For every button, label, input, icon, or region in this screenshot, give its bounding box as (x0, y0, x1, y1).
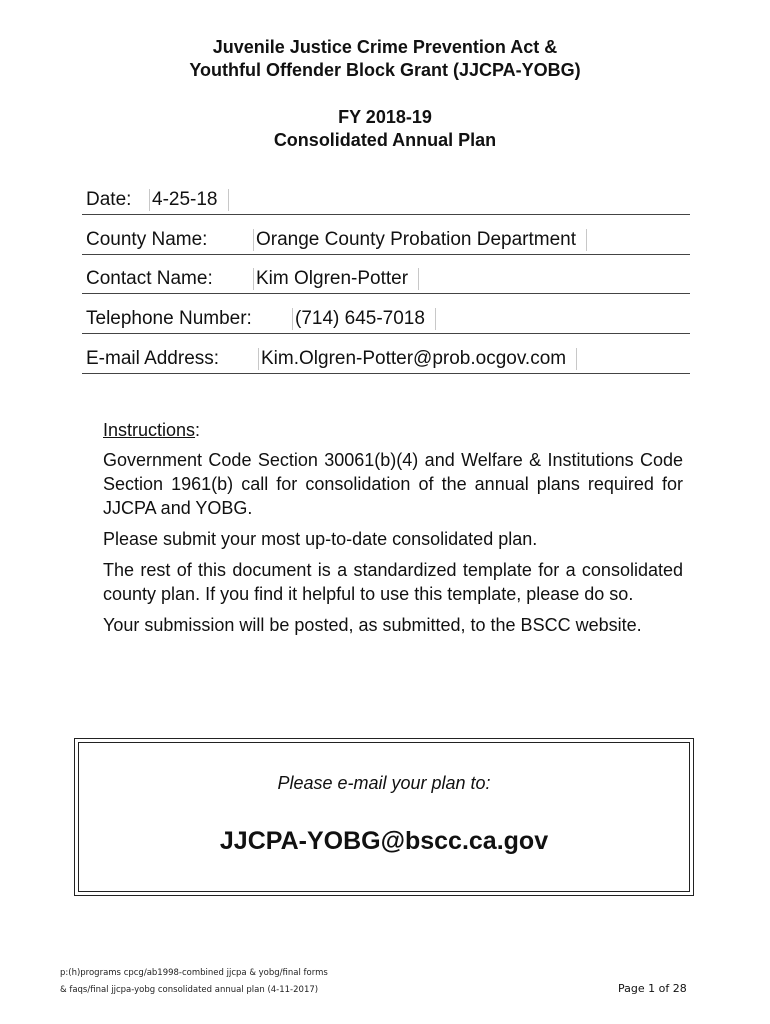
contact-row (82, 259, 690, 294)
date-row (82, 180, 690, 215)
contact-label: Contact Name: (86, 268, 213, 289)
phone-label: Telephone Number: (86, 308, 252, 329)
phone-row (82, 299, 690, 334)
submission-email-address[interactable]: JJCPA-YOBG@bscc.ca.gov (219, 827, 549, 855)
instructions-paragraph-2: Please submit your most up-to-date consolidated plan. (103, 529, 538, 549)
county-field[interactable]: Orange County Probation Department (253, 229, 587, 251)
footer-path-line1: p:(h)programs cpcg/ab1998-combined jjcpa & yobg/final forms (60, 968, 328, 978)
instructions-paragraph-1: Government Code Section 30061(b)(4) and Welfare & Institutions Code Section 1961(b) call for consolidation of the annual plans required for JJCPA and YOBG. (103, 450, 683, 518)
contact-field[interactable]: Kim Olgren-Potter (253, 268, 419, 290)
fiscal-year: FY 2018-19 (338, 107, 432, 127)
email-submission-box (78, 742, 690, 892)
footer-path-line2: & faqs/final jjcpa-yobg consolidated annual plan (4-11-2017) (60, 985, 319, 995)
email-row (82, 339, 690, 374)
county-label: County Name: (86, 229, 208, 250)
email-label: E-mail Address: (86, 348, 220, 369)
instructions-paragraph-4: Your submission will be posted, as submitted, to the BSCC website. (103, 615, 642, 635)
instructions-paragraph-3: The rest of this document is a standardized template for a consolidated county plan. If you find it helpful to use this template, please do so. (103, 560, 683, 604)
date-label: Date: (86, 189, 132, 210)
instructions-heading: Instructions (103, 420, 196, 440)
phone-field[interactable]: (714) 645-7018 (292, 308, 436, 330)
email-field[interactable]: Kim.Olgren-Potter@prob.ocgov.com (258, 348, 577, 370)
document-title-line2: Youthful Offender Block Grant (JJCPA-YOBG) (189, 60, 581, 80)
email-prompt: Please e-mail your plan to: (277, 773, 491, 793)
instructions-heading-colon: : (195, 420, 201, 440)
instructions-section (103, 418, 683, 644)
county-row (82, 220, 690, 255)
date-field[interactable]: 4-25-18 (149, 189, 229, 211)
page-number: Page 1 of 28 (618, 982, 687, 995)
plan-title: Consolidated Annual Plan (273, 130, 497, 150)
document-title-line1: Juvenile Justice Crime Prevention Act & (212, 37, 558, 57)
